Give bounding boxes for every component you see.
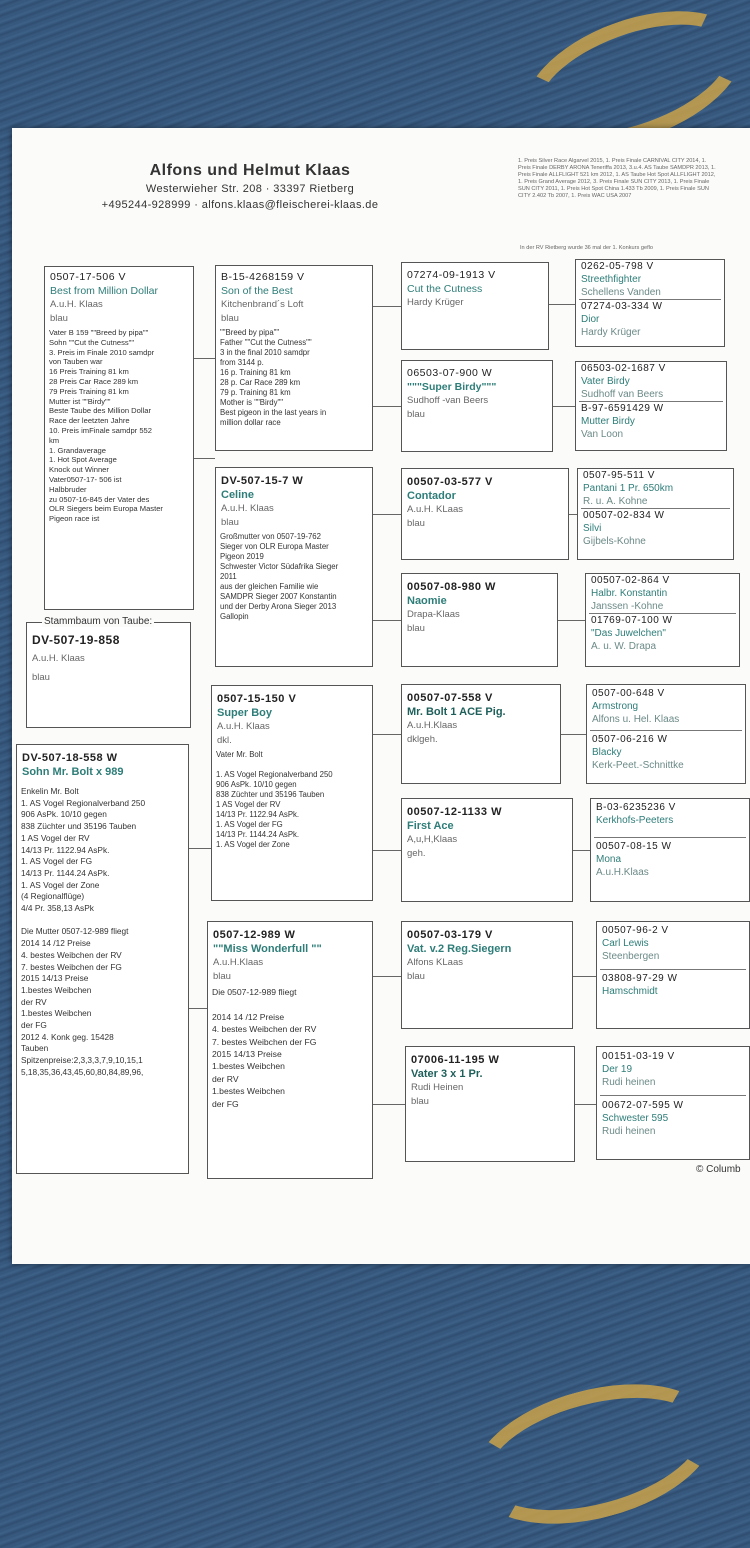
gen2-2-owner: A.u.H. Klaas [221, 503, 274, 514]
gen2-3-color: dkl. [217, 735, 232, 746]
father-box [44, 266, 194, 610]
gen4-14-ring: 03808-97-29 W [602, 973, 678, 984]
gen3-4-owner: Drapa-Klaas [407, 609, 460, 620]
breeder-contact: +495244-928999 · alfons.klaas@fleischerei-klaas.de [101, 199, 379, 211]
connector-line [373, 306, 401, 307]
gen2-box-4 [207, 921, 373, 1179]
gen4-10-ring: 0507-06-216 W [592, 734, 668, 745]
connector-line [373, 514, 401, 515]
main-label: Stammbaum von Taube: [44, 616, 153, 627]
gen4-7-name: Halbr. Konstantin [591, 588, 668, 599]
gen4-13-ring: 00507-96-2 V [602, 925, 669, 936]
mother-box [16, 744, 189, 1174]
connector-line [373, 1104, 405, 1105]
mother-ring: DV-507-18-558 W [22, 752, 118, 764]
gen3-8-name: Vater 3 x 1 Pr. [411, 1068, 483, 1080]
connector-line [373, 620, 401, 621]
gen4-6-owner: Gijbels-Kohne [583, 536, 646, 547]
gen4-pair-6 [590, 798, 750, 902]
gen4-11-name: Kerkhofs-Peeters [596, 815, 674, 826]
gen4-2-owner: Hardy Krüger [581, 327, 641, 338]
gen2-1-name: Son of the Best [221, 285, 293, 297]
gen2-2-ring: DV-507-15-7 W [221, 475, 304, 487]
connector-line [194, 458, 215, 459]
gen4-8-ring: 01769-07-100 W [591, 615, 673, 626]
connector-line [189, 848, 211, 849]
gen4-pair-8 [596, 1046, 750, 1160]
gen3-7-name: Vat. v.2 Reg.Siegern [407, 943, 512, 955]
gen3-box-1 [401, 262, 549, 350]
connector-line [373, 406, 401, 407]
gen3-box-2 [401, 360, 553, 452]
gen4-5-owner: R. u. A. Kohne [583, 496, 648, 507]
gen3-1-name: Cut the Cutness [407, 283, 483, 295]
gen3-2-owner: Sudhoff -van Beers [407, 395, 489, 406]
breeder-name: Alfons und Helmut Klaas [149, 162, 351, 179]
gen4-7-ring: 00507-02-864 V [591, 575, 670, 586]
gen4-pair-1 [575, 259, 725, 347]
gen4-12-ring: 00507-08-15 W [596, 841, 672, 852]
gen3-box-6 [401, 798, 573, 902]
gen3-2-ring: 06503-07-900 W [407, 367, 493, 379]
gen4-pair-4 [585, 573, 740, 667]
gen3-5-color: dklgeh. [407, 734, 438, 745]
gen4-1-name: Streethfighter [581, 274, 642, 285]
gen2-3-ring: 0507-15-150 V [217, 693, 297, 705]
gen2-4-ring: 0507-12-989 W [213, 929, 296, 941]
mother-notes: Enkelin Mr. Bolt 1. AS Vogel Regionalverband 250 906 AsPk. 10/10 gegen 838 Züchter und 35196 Tauben 1 AS Vogel der RV 14/13 Pr. 1122.94 AsPk. 1. AS Vogel der FG 14/13 Pr. 1144.24 AsPk. 1. AS Vogel der Zone (4 Regionalflüge) 4/4 Pr. 358,13 AsPk Die Mutter 0507-12-989 fliegt 2014 14 /12 Preise 4. bestes Weibchen der RV 7. bestes Weibchen der FG 2015 14/13 Preise 1.bestes Weibchen der RV 1.bestes Weibchen der FG 2012 4. Konk geg. 15428 Tauben Spitzenpreise:2,3,3,3,7,9,10,15,1 5,18,35,36,43,45,60,80,84,89,96, [21, 786, 146, 1077]
rv-note: In der RV Rietberg wurde 36 mal der 1. Konkurs geflo [520, 245, 653, 251]
gen3-7-owner: Alfons KLaas [407, 957, 463, 968]
gen2-3-notes: Vater Mr. Bolt 1. AS Vogel Regionalverband 250 906 AsPk. 10/10 gegen 838 Züchter und 35196 Tauben 1 AS Vogel der RV 14/13 Pr. 1122.94 AsPk. 1. AS Vogel der FG 14/13 Pr. 1144.24 AsPk. 1. AS Vogel der Zone [216, 750, 333, 849]
gen3-6-owner: A,u,H,Klaas [407, 834, 458, 845]
gen4-5-name: Pantani 1 Pr. 650km [583, 483, 674, 494]
gen2-1-notes: ""Breed by pipa"" Father ""Cut the Cutness"" 3 in the final 2010 samdpr from 3144 p. 16 p. Training 81 km 28 p. Car Race 289 km 79 p. Training 81 km Mother is ""Birdy"" Best pigeon in the last years in million dollar race [220, 328, 327, 427]
gen4-10-name: Blacky [592, 747, 622, 758]
connector-line [561, 734, 586, 735]
connector-line [189, 1008, 207, 1009]
gen4-9-owner: Alfons u. Hel. Klaas [592, 714, 680, 725]
gen4-pair-7 [596, 921, 750, 1029]
gen3-5-name: Mr. Bolt 1 ACE Pig. [407, 706, 506, 718]
gen4-pair-2 [575, 361, 727, 451]
copyright: © Columb [696, 1164, 741, 1175]
connector-line [194, 358, 215, 359]
father-name: Best from Million Dollar [50, 285, 158, 297]
connector-line [373, 976, 401, 977]
connector-line [558, 620, 585, 621]
gen4-16-ring: 00672-07-595 W [602, 1100, 684, 1111]
gen2-4-notes: Die 0507-12-989 fliegt 2014 14 /12 Preise 4. bestes Weibchen der RV 7. bestes Weibchen der FG 2015 14/13 Preise 1.bestes Weibchen der RV 1.bestes Weibchen der FG [212, 987, 317, 1109]
gen4-8-owner: A. u. W. Drapa [591, 641, 657, 652]
gen2-2-notes: Großmutter von 0507-19-762 Sieger von OLR Europa Master Pigeon 2019 Schwester Victor Südafrika Sieger 2011 aus der gleichen Familie wie SAMDPR Sieger 2007 Konstantin und der Derby Arona Sieger 2013 Gallopin [220, 532, 339, 621]
gen2-4-color: blau [213, 971, 231, 982]
gen3-8-ring: 07006-11-195 W [411, 1054, 500, 1066]
gen4-13-owner: Steenbergen [602, 951, 660, 962]
gen4-13-name: Carl Lewis [602, 938, 649, 949]
gen4-4-name: Mutter Birdy [581, 416, 635, 427]
gen3-1-owner: Hardy Krüger [407, 297, 464, 308]
connector-line [575, 1104, 596, 1105]
gen2-3-name: Super Boy [217, 707, 273, 719]
carpet-pattern-bottom [458, 1360, 731, 1548]
gen4-2-name: Dior [581, 314, 600, 325]
gen2-2-name: Celine [221, 489, 255, 501]
gen2-4-owner: A.u.H.Klaas [213, 957, 264, 968]
wins-list: 1. Preis Silver Race Algarvel 2015, 1. Preis Finale CARNIVAL CITY 2014, 1. Preis Finale DERBY ARONA Teneriffa 2013, 3.u.4. AS Taube SAMDPR 2013, 1. Preis Finale ALLFLIGHT 521 km 2012, 1. AS Taube Hot Spot ALLFLIGHT 2012, 1. Preis Grand Average 2012, 3. Preis Finale SUN CITY 2013, 1. Preis Finale SUN CITY 2011, 1. Preis Hot Spot China 1.433 Tb 2009, 1. Preis Finale SUN CITY 2.402 Tb 2007, 1. Preis WAC USA 2007 [518, 158, 716, 199]
gen3-8-color: blau [411, 1096, 429, 1107]
gen3-box-4 [401, 573, 558, 667]
connector-line [373, 734, 401, 735]
gen4-16-owner: Rudi heinen [602, 1126, 656, 1137]
gen3-3-owner: A.u.H. KLaas [407, 504, 463, 515]
gen4-15-name: Der 19 [602, 1064, 633, 1075]
connector-line [373, 850, 401, 851]
gen2-1-owner: Kitchenbrand´s Loft [221, 299, 304, 310]
gen3-box-3 [401, 468, 569, 560]
gen4-11-ring: B-03-6235236 V [596, 802, 676, 813]
gen4-10-owner: Kerk-Peet.-Schnittke [592, 760, 684, 771]
gen3-3-name: Contador [407, 490, 456, 502]
gen3-box-7 [401, 921, 573, 1029]
gen4-5-ring: 0507-95-511 V [583, 470, 655, 481]
gen2-1-color: blau [221, 313, 239, 324]
gen3-6-name: First Ace [407, 820, 454, 832]
gen4-6-ring: 00507-02-834 W [583, 510, 665, 521]
gen3-4-color: blau [407, 623, 425, 634]
gen4-pair-5 [586, 684, 746, 784]
connector-line [553, 406, 575, 407]
gen3-8-owner: Rudi Heinen [411, 1082, 464, 1093]
gen3-1-ring: 07274-09-1913 V [407, 269, 496, 281]
gen4-3-name: Vater Birdy [581, 376, 630, 387]
gen4-1-owner: Schellens Vanden [581, 287, 661, 298]
main-ring: DV-507-19-858 [32, 633, 120, 647]
gen3-7-color: blau [407, 971, 425, 982]
gen4-15-owner: Rudi heinen [602, 1077, 656, 1088]
gen4-6-name: Silvi [583, 523, 602, 534]
gen4-4-ring: B-97-6591429 W [581, 403, 664, 414]
gen3-6-color: geh. [407, 848, 426, 859]
gen4-7-owner: Janssen -Kohne [591, 601, 664, 612]
gen2-4-name: ""Miss Wonderfull "" [213, 943, 322, 955]
gen3-2-color: blau [407, 409, 425, 420]
main-owner: A.u.H. Klaas [32, 653, 85, 664]
gen4-2-ring: 07274-03-334 W [581, 301, 663, 312]
gen4-pair-3 [577, 468, 734, 560]
gen3-box-5 [401, 684, 561, 784]
gen4-3-owner: Sudhoff van Beers [581, 389, 664, 400]
gen4-12-owner: A.u.H.Klaas [596, 867, 649, 878]
main-color: blau [32, 672, 50, 683]
connector-line [573, 976, 596, 977]
gen4-4-owner: Van Loon [581, 429, 624, 440]
gen3-2-name: """Super Birdy""" [407, 381, 497, 393]
gen3-7-ring: 00507-03-179 V [407, 929, 493, 941]
gen4-12-name: Mona [596, 854, 622, 865]
connector-line [549, 304, 575, 305]
gen4-8-name: "Das Juwelchen" [591, 628, 666, 639]
gen3-3-color: blau [407, 518, 425, 529]
gen4-9-ring: 0507-00-648 V [592, 688, 665, 699]
breeder-address: Westerwieher Str. 208 · 33397 Rietberg [145, 183, 355, 195]
pedigree-sheet [12, 128, 750, 1264]
connector-line [573, 850, 590, 851]
father-ring: 0507-17-506 V [50, 271, 126, 283]
mother-name: Sohn Mr. Bolt x 989 [22, 766, 124, 778]
gen2-1-ring: B-15-4268159 V [221, 271, 305, 283]
gen2-2-color: blau [221, 517, 239, 528]
gen4-15-ring: 00151-03-19 V [602, 1051, 675, 1062]
gen3-5-ring: 00507-07-558 V [407, 692, 493, 704]
gen2-box-1 [215, 265, 373, 451]
gen3-box-8 [405, 1046, 575, 1162]
gen4-16-name: Schwester 595 [602, 1113, 669, 1124]
gen4-3-ring: 06503-02-1687 V [581, 363, 666, 374]
father-color: blau [50, 313, 68, 324]
gen4-1-ring: 0262-05-798 V [581, 261, 654, 272]
gen3-3-ring: 00507-03-577 V [407, 476, 493, 488]
gen3-6-ring: 00507-12-1133 W [407, 806, 502, 818]
main-pigeon-box [26, 622, 191, 728]
father-owner: A.u.H. Klaas [50, 299, 103, 310]
gen4-9-name: Armstrong [592, 701, 639, 712]
connector-line [569, 514, 577, 515]
gen2-box-2 [215, 467, 373, 667]
gen2-3-owner: A.u.H. Klaas [217, 721, 270, 732]
gen4-14-name: Hamschmidt [602, 986, 658, 997]
gen3-4-name: Naomie [407, 595, 447, 607]
gen2-box-3 [211, 685, 373, 901]
father-notes: Vater B 159 ""Breed by pipa"" Sohn ""Cut the Cutness"" 3. Preis im Finale 2010 samdpr von Tauben war 16 Preis Training 81 km 28 Preis Car Race 289 km 79 Preis Training 81 km Mutter ist ""Birdy"" Beste Taube des Million Dollar Race der leetzten Jahre 10. Preis imFinale samdpr 552 km 1. Grandaverage 1. Hot Spot Average Knock out Winner Vater0507-17- 506 ist Halbbruder zu 0507-16-845 der Vater des OLR Siegers beim Europa Master Pigeon race ist [49, 328, 163, 524]
gen3-5-owner: A.u.H.Klaas [407, 720, 458, 731]
gen3-4-ring: 00507-08-980 W [407, 581, 496, 593]
